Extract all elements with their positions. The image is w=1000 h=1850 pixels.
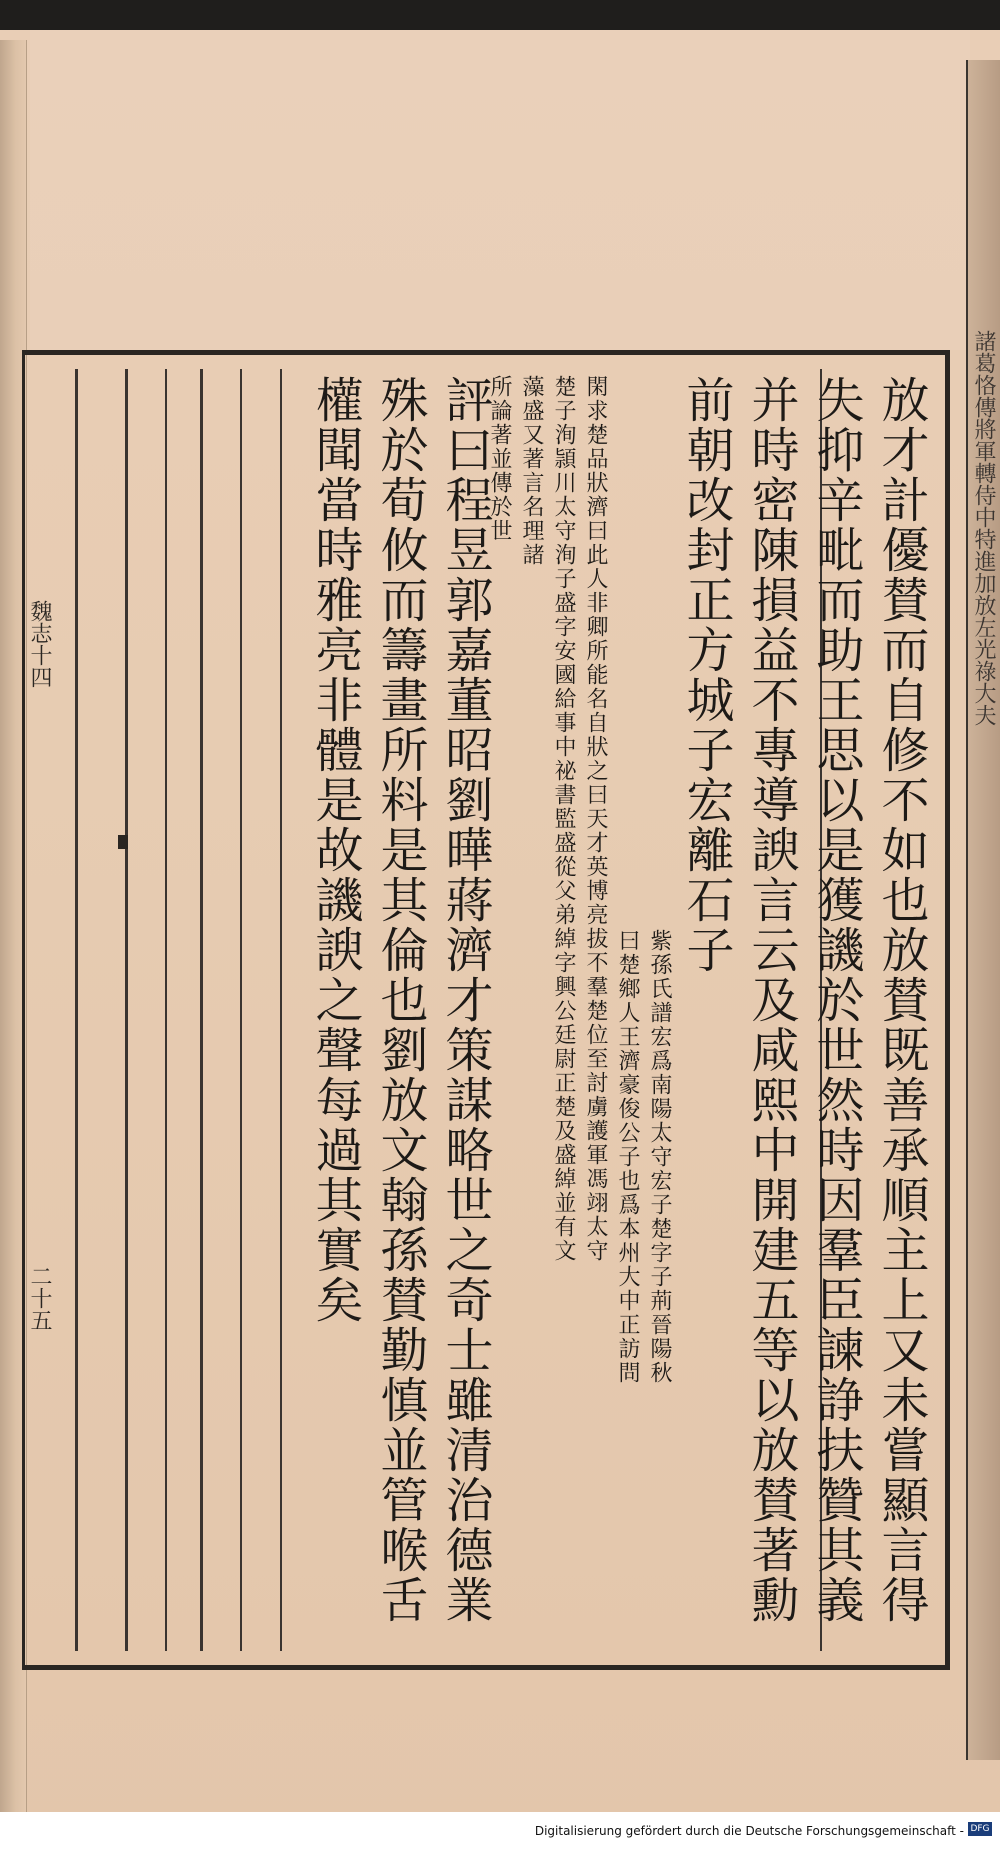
text-column-3: 并時密陳損益不專導諛言云及咸熙中開建五等以放賛著勳 xyxy=(743,375,799,1625)
annotation-column-1: 紫孫氏譜宏爲南陽太守宏子楚字子荊晉陽秋 xyxy=(647,929,672,1385)
column-divider xyxy=(165,369,167,1651)
text-columns xyxy=(25,369,931,1651)
column-divider xyxy=(240,369,242,1651)
blank-column-rule xyxy=(125,369,128,1651)
dfg-logo: DFG xyxy=(968,1822,992,1836)
commentary-column-2: 殊於荀攸而籌畫所料是其倫也劉放文翰孫賛勤慎並管喉舌 xyxy=(372,375,428,1625)
text-column-1: 放才計優賛而自修不如也放賛既善承順主上又未嘗顯言得 xyxy=(873,375,929,1625)
annotation-column-3: 閑求楚品狀濟曰此人非卿所能名自狀之曰天才英博亮拔不羣楚位至討虜護軍馮翊太守 xyxy=(583,375,608,1263)
blank-upper-margin xyxy=(30,30,970,350)
annotation-column-2: 曰楚鄉人王濟豪俊公子也爲本州大中正訪問 xyxy=(615,929,640,1385)
commentary-column-3: 權聞當時雅亮非體是故譏諛之聲每過其實矣 xyxy=(307,375,363,1325)
book-right-edge xyxy=(966,60,1000,1760)
blank-column-rule xyxy=(75,369,78,1651)
adjacent-page-text: 諸葛恪傳將軍轉侍中特進加放左光祿大夫 xyxy=(971,330,996,726)
commentary-column-1: 評曰程昱郭嘉董昭劉曄蔣濟才策謀略世之奇士雖清治德業 xyxy=(437,375,493,1625)
text-frame xyxy=(22,350,950,1670)
annotation-column-6: 所論著並傳於世 xyxy=(487,375,512,543)
fishtail-mark xyxy=(118,835,128,849)
text-column-2: 失抑辛毗而助王思以是獲譏於世然時因羣臣諫諍扶贊其義 xyxy=(808,375,864,1625)
footer-credit: Digitalisierung gefördert durch die Deutsche Forschungsgemeinschaft - xyxy=(534,1824,964,1838)
annotation-column-4: 楚子洵頴川太守洵子盛字安國給事中祕書監盛從父弟綽字興公廷尉正楚及盛綽並有文 xyxy=(551,375,576,1263)
margin-page-number: 二十五 xyxy=(27,1265,52,1331)
scan-top-border xyxy=(0,0,1000,30)
text-column-4: 前朝改封正方城子宏離石子 xyxy=(678,375,734,975)
blank-column-rule xyxy=(280,369,282,1651)
margin-chapter-title: 魏志十四 xyxy=(27,600,52,688)
annotation-column-5: 藻盛又著言名理諸 xyxy=(519,375,544,567)
blank-column-rule xyxy=(200,369,203,1651)
